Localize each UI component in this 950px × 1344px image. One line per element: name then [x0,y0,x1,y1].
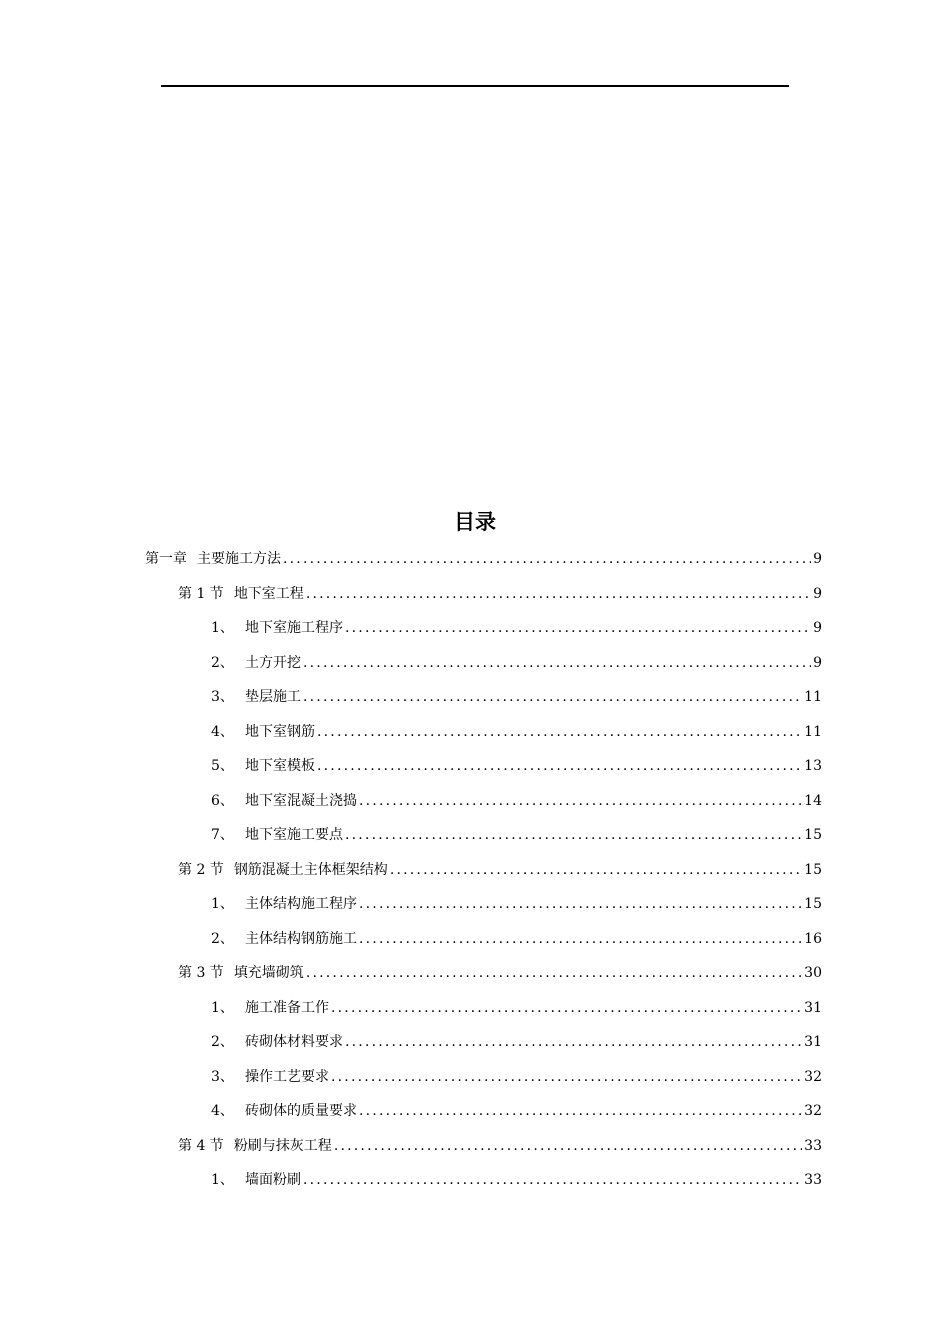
toc-entry-number: 第 3 节 [178,965,224,981]
toc-entry[interactable] [145,542,822,576]
toc-dot-leader [306,963,802,983]
toc-dot-leader [345,1032,802,1052]
toc-entry-label: 主要施工方法 [197,551,281,567]
toc-entry[interactable] [211,991,822,1025]
toc-entry-number: 2、 [211,654,234,671]
toc-entry-page: 9 [813,654,822,671]
toc-entry-page: 31 [804,1034,822,1050]
toc-entry-page: 33 [804,1172,822,1188]
toc-entry-page: 30 [804,965,822,981]
toc-dot-leader [345,825,802,845]
toc-entry-number: 4、 [211,1103,234,1119]
toc-entry-number: 1、 [211,896,234,912]
toc-entry-label: 操作工艺要求 [245,1068,329,1085]
toc-entry-label: 墙面粉刷 [245,1172,301,1188]
toc-entry-number: 5、 [211,758,234,774]
toc-entry[interactable] [211,887,822,921]
toc-entry-number: 2、 [211,1034,234,1050]
toc-entry-number: 3、 [211,1068,234,1085]
toc-entry[interactable] [211,1094,822,1128]
toc-entry[interactable] [211,715,822,749]
toc-dot-leader [345,618,811,638]
toc-entry[interactable] [178,956,822,990]
toc-entry[interactable] [211,646,822,680]
toc-dot-leader [359,929,802,949]
toc-entry-label: 地下室钢筋 [245,723,315,740]
header-rule [161,85,789,87]
toc-entry[interactable] [211,922,822,956]
toc-entry-label: 地下室工程 [233,585,304,602]
toc-title: 目录 [454,510,496,534]
toc-entry-label: 砖砌体的质量要求 [245,1103,357,1119]
toc-entry-number: 7、 [211,827,234,843]
toc-dot-leader [317,722,802,742]
toc-entry-label: 施工准备工作 [245,999,329,1016]
toc-entry-label: 土方开挖 [245,654,301,671]
toc-entry[interactable] [211,611,822,645]
toc-entry-label: 填充墙砌筑 [233,965,304,981]
toc-entry-label: 砖砌体材料要求 [245,1034,343,1050]
toc-entry-number: 1、 [211,999,234,1016]
toc-dot-leader [359,894,802,914]
toc-entry-number: 1、 [211,1172,234,1188]
toc-entry-page: 15 [804,827,822,843]
toc-entry-page: 32 [804,1103,822,1119]
toc-entry-page: 15 [804,861,822,878]
toc-entry-label: 钢筋混凝土主体框架结构 [233,861,388,878]
toc-entry-page: 31 [804,999,822,1016]
toc-dot-leader [303,653,811,673]
toc-entry[interactable] [211,1163,822,1197]
toc-dot-leader [359,791,802,811]
toc-entry-number: 4、 [211,723,234,740]
toc-entry-label: 垫层施工 [245,689,301,705]
toc-entry-label: 主体结构施工程序 [245,896,357,912]
toc-entry-page: 13 [804,758,822,774]
toc-entry-page: 16 [804,930,822,947]
toc-entry-page: 32 [804,1068,822,1085]
toc-entry-number: 2、 [211,930,234,947]
toc-entry-label: 主体结构钢筋施工 [245,930,357,947]
toc-entry-label: 粉刷与抹灰工程 [233,1137,332,1154]
toc-entry-page: 11 [804,689,822,705]
toc-entry-page: 9 [813,551,822,567]
toc-entry-label: 地下室施工要点 [245,827,343,843]
toc-entry-page: 11 [804,723,822,740]
toc-dot-leader [359,1101,802,1121]
toc-dot-leader [306,584,811,604]
toc-entry-label: 地下室模板 [245,758,315,774]
toc-dot-leader [331,998,802,1018]
toc-entry-number: 3、 [211,689,234,705]
toc-entry[interactable] [211,1025,822,1059]
toc-entry[interactable] [178,1129,822,1163]
toc-dot-leader [303,687,802,707]
toc-entry-number: 6、 [211,792,234,809]
toc-entry-label: 地下室施工程序 [245,620,343,636]
toc-entry-number: 1、 [211,620,234,636]
toc-entry-page: 9 [813,620,822,636]
toc-entry-number: 第 1 节 [178,585,224,602]
toc-entry[interactable] [211,1060,822,1094]
toc-entry[interactable] [178,577,822,611]
toc-entry-page: 9 [813,585,822,602]
toc-entry[interactable] [211,818,822,852]
toc-entry-label: 地下室混凝土浇捣 [245,792,357,809]
toc-dot-leader [303,1170,802,1190]
toc-dot-leader [317,756,802,776]
toc-entry[interactable] [211,680,822,714]
toc-entry[interactable] [178,853,822,887]
toc-entry-number: 第 4 节 [178,1137,224,1154]
toc-entry-page: 15 [804,896,822,912]
toc-entry[interactable] [211,749,822,783]
toc-entry[interactable] [211,784,822,818]
toc-dot-leader [390,860,802,880]
toc-entry-page: 14 [804,792,822,809]
toc-dot-leader [334,1136,802,1156]
toc-entry-number: 第一章 [145,551,187,567]
toc-entry-page: 33 [804,1137,822,1154]
toc-dot-leader [283,549,811,569]
toc-dot-leader [331,1067,802,1087]
toc-entry-number: 第 2 节 [178,861,224,878]
